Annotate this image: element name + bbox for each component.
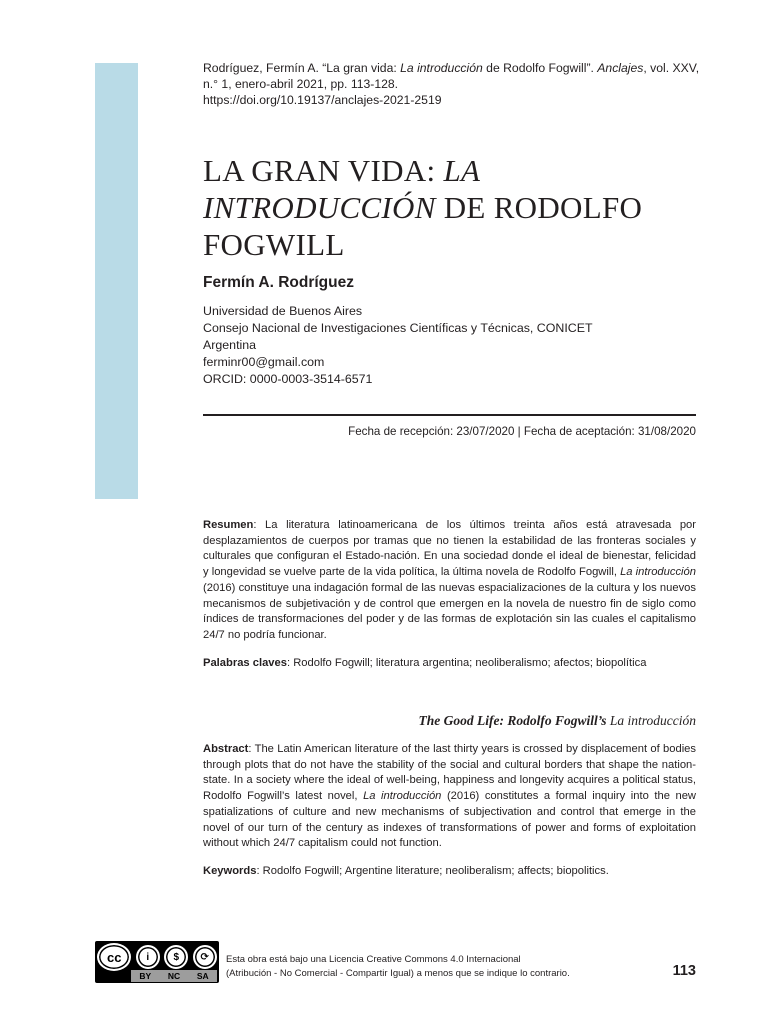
resumen-text1: : La literatura latinoamericana de los últimos treinta años está atravesada por desplazamientos de cuerpos por tramas que no tienen la estabilidad de las fronteras sociales y culturales que configuran el Estado-nación. En una sociedad donde el ideal de bienestar, felicidad y longevidad se vuelve parte de la vida política, la última novela de Rodolfo Fogwill, (203, 519, 696, 579)
title-italic: LA INTRODUCCIÓN (203, 153, 480, 225)
license-line1: Esta obra está bajo una Licencia Creative Commons 4.0 Internacional (226, 954, 521, 965)
palabras-label: Palabras claves (203, 657, 287, 669)
license-line2: (Atribución - No Comercial - Compartir Igual) a menos que se indique lo contrario. (226, 968, 570, 979)
reception-acceptance-dates: Fecha de recepción: 23/07/2020 | Fecha de aceptación: 31/08/2020 (348, 425, 696, 438)
affiliation-block (203, 303, 703, 388)
english-title (419, 713, 697, 729)
noncommercial-icon: $ (164, 945, 188, 969)
creative-commons-logo[interactable] (95, 941, 219, 983)
title-part1: LA GRAN VIDA: (203, 153, 444, 188)
resumen-italic: La introducción (620, 566, 696, 579)
citation-title-italic: La introducción (400, 61, 483, 75)
page-number: 113 (672, 963, 696, 979)
cc-label-nc: NC (167, 971, 181, 981)
keywords-paragraph (203, 864, 696, 880)
abstract-text1: : The Latin American literature of the last thirty years is crossed by displacement of bodies through plots that do not have the stability of the social and cultural borders that shape the nation-state. In a society where the ideal of well-being, happiness and longevity acquires a political status, Rodolfo Fogwill’s latest novel, (203, 743, 696, 803)
english-title-rest: La introducción (606, 713, 696, 728)
abstract-italic: La introducción (363, 790, 442, 803)
abstract-label: Abstract (203, 743, 249, 755)
author-orcid: ORCID: 0000-0003-3514-6571 (203, 372, 373, 386)
cc-label-sa: SA (196, 971, 209, 981)
palabras-claves-paragraph (203, 656, 696, 672)
citation-prefix: Rodríguez, Fermín A. “La gran vida: (203, 61, 401, 75)
cc-label-by: BY (139, 971, 152, 981)
title-part2: DE RODOLFO FOGWILL (203, 190, 643, 262)
cc-icons (95, 943, 219, 971)
cc-labels (131, 970, 217, 982)
affiliation-council: Consejo Nacional de Investigaciones Científicas y Técnicas, CONICET (203, 321, 593, 335)
doi-link[interactable]: https://doi.org/10.19137/anclajes-2021-2519 (203, 93, 442, 107)
keywords-label: Keywords (203, 865, 257, 877)
attribution-icon: i (136, 945, 160, 969)
keywords-text: : Rodolfo Fogwill; Argentine literature; neoliberalism; affects; biopolitics. (256, 865, 609, 877)
citation-middle: de Rodolfo Fogwill”. (482, 61, 598, 75)
resumen-text2: (2016) constituye una indagación formal de las nuevas espacializaciones de la cultura y los nuevos mecanismos de subjetivación y de control que emergen en la novela de nuestro fin de siglo como índices de transformaciones del poder y de las formas de explotación sin las cuales el capitalismo 24/7 no podría funcionar. (203, 581, 696, 641)
decorative-sidebar-bar (95, 63, 138, 499)
license-text (226, 953, 656, 981)
citation (203, 60, 703, 108)
citation-suffix: , vol. XXV, n.° 1, enero-abril 2021, pp. 113-128. (203, 61, 700, 91)
affiliation-country: Argentina (203, 338, 257, 352)
abstract-paragraph (203, 742, 696, 852)
citation-journal: Anclajes (597, 61, 644, 75)
author-name: Fermín A. Rodríguez (203, 274, 354, 291)
resumen-paragraph (203, 518, 696, 644)
divider (203, 414, 696, 416)
sharealike-icon: ⟳ (193, 945, 217, 969)
resumen-label: Resumen (203, 519, 254, 531)
author-email[interactable]: ferminr00@gmail.com (203, 355, 325, 369)
palabras-text: : Rodolfo Fogwill; literatura argentina; neoliberalismo; afectos; biopolítica (286, 657, 647, 669)
article-title (203, 152, 713, 263)
affiliation-university: Universidad de Buenos Aires (203, 304, 363, 318)
cc-icon: cc (97, 943, 131, 971)
english-title-strong: The Good Life: Rodolfo Fogwill’s (418, 713, 607, 728)
abstract-text2: (2016) constitutes a formal inquiry into the new spatializations of culture and new mechanisms of subjectivation and control that emerge in the novel of our turn of the century as indexes of transformations of power and forms of exploitation without which 24/7 capitalism could not function. (203, 790, 696, 850)
